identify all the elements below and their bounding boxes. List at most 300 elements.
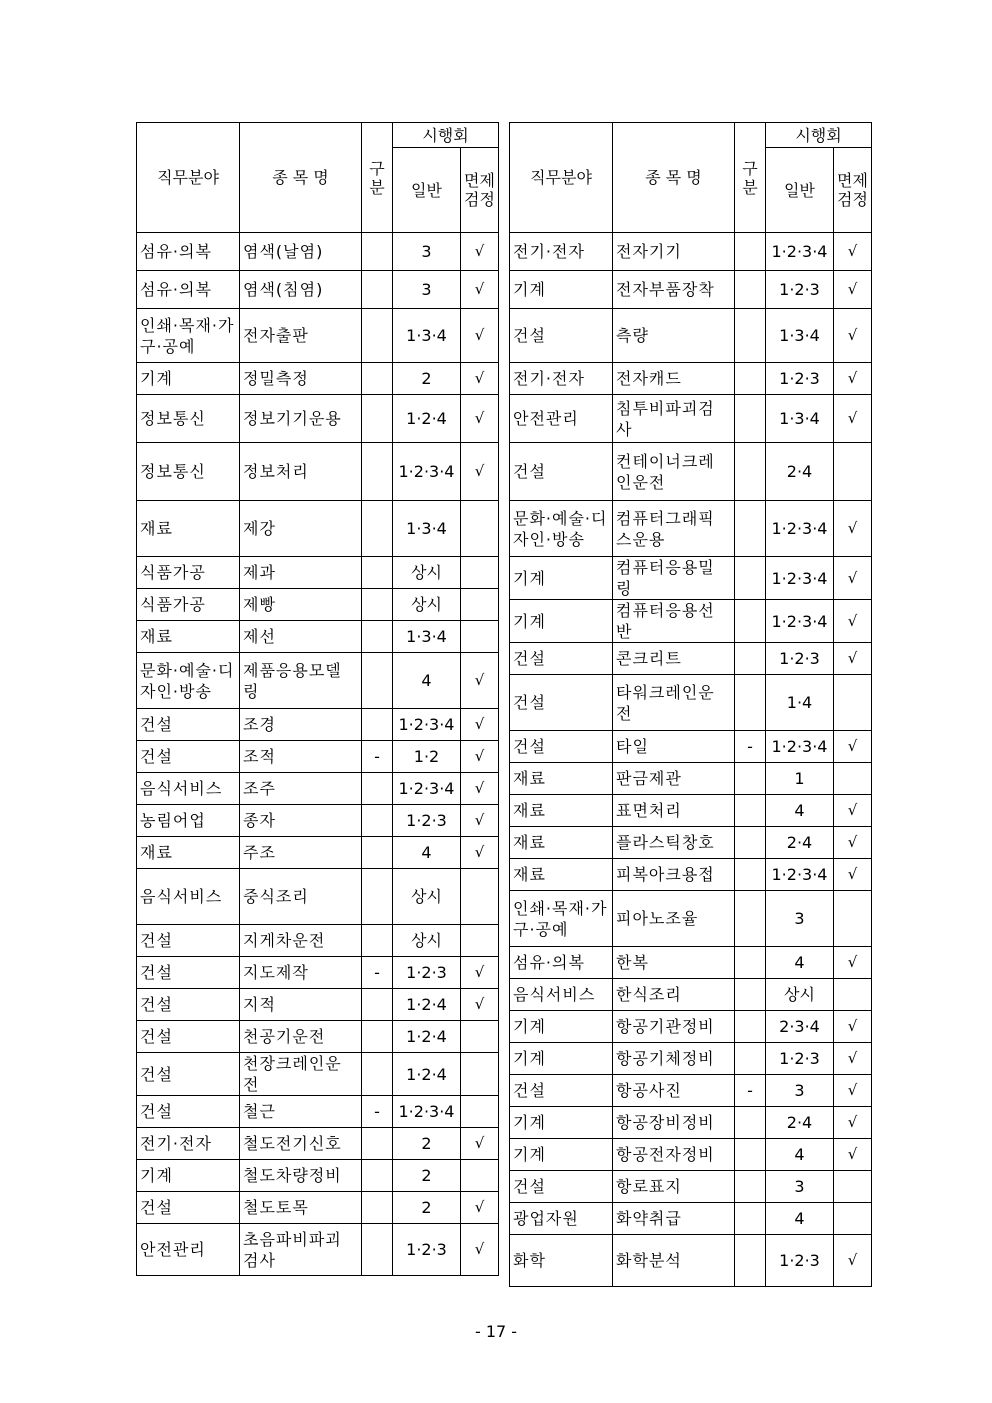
division-cell xyxy=(735,233,766,271)
exemption-check-cell: √ xyxy=(461,363,499,395)
division-cell xyxy=(362,1192,393,1224)
table-row xyxy=(137,957,499,989)
table-row xyxy=(137,1192,499,1224)
table-row xyxy=(137,621,499,653)
division-cell: - xyxy=(362,1096,393,1128)
division-cell xyxy=(735,1171,766,1203)
table-row xyxy=(510,763,872,795)
exemption-check-cell: √ xyxy=(834,795,872,827)
exemption-check-cell xyxy=(461,557,499,589)
field-cell: 건설 xyxy=(137,1053,240,1096)
name-cell: 주조 xyxy=(240,837,362,869)
general-exam-cell: 1·2·3 xyxy=(766,1043,834,1075)
field-cell: 화학 xyxy=(510,1235,613,1287)
division-cell xyxy=(362,1128,393,1160)
table-row xyxy=(510,675,872,731)
table-row xyxy=(137,1053,499,1096)
field-cell: 문화·예술·디자인·방송 xyxy=(137,653,240,709)
general-exam-cell: 1·2·3·4 xyxy=(393,773,461,805)
exemption-check-cell: √ xyxy=(834,1043,872,1075)
table-row xyxy=(137,869,499,925)
division-cell xyxy=(362,443,393,501)
exemption-check-cell: √ xyxy=(834,1235,872,1287)
field-cell: 건설 xyxy=(137,989,240,1021)
field-cell: 건설 xyxy=(510,643,613,675)
header-exam: 시행회 xyxy=(766,123,872,148)
table-row xyxy=(137,1224,499,1276)
division-cell xyxy=(362,1224,393,1276)
table-row xyxy=(510,979,872,1011)
division-cell xyxy=(735,859,766,891)
table-row xyxy=(510,501,872,557)
division-cell xyxy=(362,709,393,741)
table-row xyxy=(137,805,499,837)
field-cell: 건설 xyxy=(510,731,613,763)
table-row xyxy=(510,1235,872,1287)
general-exam-cell: 4 xyxy=(393,837,461,869)
general-exam-cell: 3 xyxy=(393,271,461,309)
field-cell: 재료 xyxy=(510,795,613,827)
table-row xyxy=(137,1021,499,1053)
name-cell: 조적 xyxy=(240,741,362,773)
table-row xyxy=(510,1011,872,1043)
exemption-check-cell xyxy=(461,621,499,653)
table-row xyxy=(137,925,499,957)
field-cell: 음식서비스 xyxy=(137,869,240,925)
name-cell: 한식조리 xyxy=(613,979,735,1011)
division-cell xyxy=(362,989,393,1021)
header-name: 종 목 명 xyxy=(613,123,735,233)
division-cell xyxy=(362,1160,393,1192)
division-cell: - xyxy=(735,1075,766,1107)
exemption-check-cell xyxy=(461,1096,499,1128)
general-exam-cell: 1·2·3·4 xyxy=(766,600,834,643)
field-cell: 기계 xyxy=(510,271,613,309)
general-exam-cell: 상시 xyxy=(393,589,461,621)
table-row xyxy=(510,1043,872,1075)
name-cell: 컴퓨터응용밀링 xyxy=(613,557,735,600)
table-row xyxy=(137,395,499,443)
field-cell: 섬유·의복 xyxy=(137,233,240,271)
field-cell: 건설 xyxy=(137,957,240,989)
exemption-check-cell: √ xyxy=(461,1192,499,1224)
exemption-check-cell: √ xyxy=(461,989,499,1021)
division-cell xyxy=(362,363,393,395)
table-row xyxy=(510,1203,872,1235)
general-exam-cell: 1·2 xyxy=(393,741,461,773)
name-cell: 철도차량정비 xyxy=(240,1160,362,1192)
exemption-check-cell: √ xyxy=(834,859,872,891)
division-cell xyxy=(362,805,393,837)
exemption-check-cell: √ xyxy=(834,1107,872,1139)
division-cell xyxy=(362,271,393,309)
table-row xyxy=(510,600,872,643)
qualification-table-right xyxy=(509,122,872,1287)
exemption-check-cell: √ xyxy=(461,443,499,501)
name-cell: 제빵 xyxy=(240,589,362,621)
general-exam-cell: 1·3·4 xyxy=(393,309,461,363)
name-cell: 조주 xyxy=(240,773,362,805)
field-cell: 재료 xyxy=(137,501,240,557)
exemption-check-cell xyxy=(461,869,499,925)
exemption-check-cell: √ xyxy=(461,837,499,869)
general-exam-cell: 2·4 xyxy=(766,1107,834,1139)
page-number: - 17 - xyxy=(474,1322,518,1341)
name-cell: 화약취급 xyxy=(613,1203,735,1235)
field-cell: 음식서비스 xyxy=(510,979,613,1011)
table-row xyxy=(137,1096,499,1128)
name-cell: 정밀측정 xyxy=(240,363,362,395)
name-cell: 표면처리 xyxy=(613,795,735,827)
exemption-check-cell: √ xyxy=(834,600,872,643)
name-cell: 항공기체정비 xyxy=(613,1043,735,1075)
exemption-check-cell: √ xyxy=(461,309,499,363)
name-cell: 피아노조율 xyxy=(613,891,735,947)
exemption-check-cell: √ xyxy=(834,731,872,763)
header-div: 구분 xyxy=(362,123,393,233)
division-cell xyxy=(362,233,393,271)
name-cell: 철도전기신호 xyxy=(240,1128,362,1160)
header-div: 구분 xyxy=(735,123,766,233)
general-exam-cell: 2 xyxy=(393,1128,461,1160)
general-exam-cell: 1 xyxy=(766,763,834,795)
general-exam-cell: 1·2·3 xyxy=(766,363,834,395)
general-exam-cell: 2·3·4 xyxy=(766,1011,834,1043)
name-cell: 항공전자정비 xyxy=(613,1139,735,1171)
header-field: 직무분야 xyxy=(137,123,240,233)
division-cell xyxy=(735,557,766,600)
division-cell xyxy=(362,395,393,443)
division-cell xyxy=(735,443,766,501)
name-cell: 정보기기운용 xyxy=(240,395,362,443)
table-row xyxy=(510,827,872,859)
division-cell xyxy=(735,979,766,1011)
division-cell xyxy=(735,643,766,675)
division-cell: - xyxy=(362,957,393,989)
exemption-check-cell: √ xyxy=(834,1011,872,1043)
field-cell: 안전관리 xyxy=(510,395,613,443)
division-cell xyxy=(362,557,393,589)
field-cell: 기계 xyxy=(510,1043,613,1075)
table-row xyxy=(137,557,499,589)
field-cell: 기계 xyxy=(510,1107,613,1139)
division-cell xyxy=(735,1107,766,1139)
table-row xyxy=(137,1160,499,1192)
exemption-check-cell: √ xyxy=(461,773,499,805)
name-cell: 컨테이너크레인운전 xyxy=(613,443,735,501)
table-row xyxy=(137,309,499,363)
division-cell xyxy=(735,309,766,363)
field-cell: 식품가공 xyxy=(137,589,240,621)
name-cell: 염색(날염) xyxy=(240,233,362,271)
general-exam-cell: 1·4 xyxy=(766,675,834,731)
general-exam-cell: 4 xyxy=(393,653,461,709)
name-cell: 한복 xyxy=(613,947,735,979)
field-cell: 건설 xyxy=(510,443,613,501)
table-row xyxy=(137,653,499,709)
exemption-check-cell: √ xyxy=(461,805,499,837)
name-cell: 플라스틱창호 xyxy=(613,827,735,859)
general-exam-cell: 3 xyxy=(766,1171,834,1203)
field-cell: 인쇄·목재·가구·공예 xyxy=(510,891,613,947)
general-exam-cell: 1·3·4 xyxy=(393,621,461,653)
field-cell: 섬유·의복 xyxy=(137,271,240,309)
exemption-check-cell: √ xyxy=(834,643,872,675)
division-cell xyxy=(735,827,766,859)
name-cell: 침투비파괴검사 xyxy=(613,395,735,443)
exemption-check-cell xyxy=(461,589,499,621)
field-cell: 농림어업 xyxy=(137,805,240,837)
table-row xyxy=(137,271,499,309)
field-cell: 건설 xyxy=(137,1096,240,1128)
field-cell: 재료 xyxy=(137,621,240,653)
name-cell: 정보처리 xyxy=(240,443,362,501)
division-cell xyxy=(362,1021,393,1053)
exemption-check-cell: √ xyxy=(834,309,872,363)
general-exam-cell: 1·2·4 xyxy=(393,395,461,443)
name-cell: 제품응용모델링 xyxy=(240,653,362,709)
name-cell: 판금제관 xyxy=(613,763,735,795)
field-cell: 기계 xyxy=(510,557,613,600)
general-exam-cell: 1·2·4 xyxy=(393,1021,461,1053)
table-row xyxy=(137,837,499,869)
exemption-check-cell: √ xyxy=(461,709,499,741)
field-cell: 건설 xyxy=(510,1171,613,1203)
general-exam-cell: 1·2·3 xyxy=(766,1235,834,1287)
general-exam-cell: 2 xyxy=(393,1192,461,1224)
field-cell: 안전관리 xyxy=(137,1224,240,1276)
exemption-check-cell xyxy=(834,443,872,501)
header-exam: 시행회 xyxy=(393,123,499,148)
exemption-check-cell: √ xyxy=(461,1128,499,1160)
name-cell: 제과 xyxy=(240,557,362,589)
exemption-check-cell xyxy=(834,1171,872,1203)
field-cell: 건설 xyxy=(510,675,613,731)
exemption-check-cell: √ xyxy=(461,741,499,773)
division-cell xyxy=(362,309,393,363)
division-cell xyxy=(362,1053,393,1096)
table-row xyxy=(137,989,499,1021)
division-cell xyxy=(362,621,393,653)
exemption-check-cell: √ xyxy=(834,827,872,859)
division-cell xyxy=(735,1203,766,1235)
field-cell: 정보통신 xyxy=(137,443,240,501)
field-cell: 재료 xyxy=(510,859,613,891)
field-cell: 기계 xyxy=(137,363,240,395)
qualification-table-left xyxy=(136,122,499,1276)
field-cell: 전기·전자 xyxy=(510,233,613,271)
field-cell: 정보통신 xyxy=(137,395,240,443)
name-cell: 지도제작 xyxy=(240,957,362,989)
division-cell xyxy=(735,395,766,443)
table-row xyxy=(137,443,499,501)
exemption-check-cell: √ xyxy=(461,1224,499,1276)
general-exam-cell: 1·2·3·4 xyxy=(766,233,834,271)
division-cell xyxy=(735,947,766,979)
general-exam-cell: 2·4 xyxy=(766,443,834,501)
table-row xyxy=(510,795,872,827)
name-cell: 종자 xyxy=(240,805,362,837)
exemption-check-cell xyxy=(834,675,872,731)
general-exam-cell: 4 xyxy=(766,1139,834,1171)
field-cell: 재료 xyxy=(137,837,240,869)
division-cell xyxy=(735,271,766,309)
field-cell: 재료 xyxy=(510,763,613,795)
field-cell: 기계 xyxy=(137,1160,240,1192)
general-exam-cell: 2·4 xyxy=(766,827,834,859)
general-exam-cell: 1·2·4 xyxy=(393,1053,461,1096)
name-cell: 타일 xyxy=(613,731,735,763)
table-row xyxy=(137,741,499,773)
name-cell: 지적 xyxy=(240,989,362,1021)
table-row xyxy=(510,271,872,309)
name-cell: 전자부품장착 xyxy=(613,271,735,309)
table-row xyxy=(137,589,499,621)
field-cell: 문화·예술·디자인·방송 xyxy=(510,501,613,557)
exemption-check-cell xyxy=(461,1053,499,1096)
table-body-right xyxy=(510,233,872,1287)
division-cell xyxy=(735,1011,766,1043)
division-cell xyxy=(735,1043,766,1075)
exemption-check-cell: √ xyxy=(461,395,499,443)
general-exam-cell: 1·2·3·4 xyxy=(766,859,834,891)
field-cell: 건설 xyxy=(137,1021,240,1053)
name-cell: 타워크레인운전 xyxy=(613,675,735,731)
general-exam-cell: 상시 xyxy=(393,869,461,925)
field-cell: 섬유·의복 xyxy=(510,947,613,979)
exemption-check-cell: √ xyxy=(834,363,872,395)
general-exam-cell: 2 xyxy=(393,363,461,395)
field-cell: 전기·전자 xyxy=(510,363,613,395)
field-cell: 광업자원 xyxy=(510,1203,613,1235)
name-cell: 화학분석 xyxy=(613,1235,735,1287)
field-cell: 재료 xyxy=(510,827,613,859)
name-cell: 피복아크용접 xyxy=(613,859,735,891)
name-cell: 항로표지 xyxy=(613,1171,735,1203)
general-exam-cell: 상시 xyxy=(393,557,461,589)
general-exam-cell: 3 xyxy=(766,1075,834,1107)
exemption-check-cell: √ xyxy=(834,271,872,309)
exemption-check-cell xyxy=(834,891,872,947)
name-cell: 제선 xyxy=(240,621,362,653)
division-cell: - xyxy=(735,731,766,763)
general-exam-cell: 1·2·3 xyxy=(766,643,834,675)
name-cell: 전자출판 xyxy=(240,309,362,363)
exemption-check-cell xyxy=(834,763,872,795)
name-cell: 전자기기 xyxy=(613,233,735,271)
division-cell xyxy=(735,600,766,643)
exemption-check-cell: √ xyxy=(461,957,499,989)
exemption-check-cell xyxy=(834,979,872,1011)
division-cell xyxy=(735,363,766,395)
name-cell: 항공사진 xyxy=(613,1075,735,1107)
field-cell: 전기·전자 xyxy=(137,1128,240,1160)
table-row xyxy=(510,731,872,763)
general-exam-cell: 1·2·3·4 xyxy=(766,557,834,600)
general-exam-cell: 4 xyxy=(766,795,834,827)
table-row xyxy=(137,233,499,271)
exemption-check-cell xyxy=(461,1160,499,1192)
exemption-check-cell: √ xyxy=(461,653,499,709)
table-row xyxy=(510,947,872,979)
division-cell xyxy=(362,773,393,805)
division-cell xyxy=(362,869,393,925)
division-cell xyxy=(735,501,766,557)
name-cell: 염색(침염) xyxy=(240,271,362,309)
general-exam-cell: 1·2·3 xyxy=(766,271,834,309)
table-row xyxy=(510,443,872,501)
exemption-check-cell: √ xyxy=(834,947,872,979)
exemption-check-cell: √ xyxy=(834,1075,872,1107)
header-exempt: 면제검정 xyxy=(834,148,872,233)
name-cell: 컴퓨터그래픽스운용 xyxy=(613,501,735,557)
header-exempt: 면제검정 xyxy=(461,148,499,233)
division-cell: - xyxy=(362,741,393,773)
table-row xyxy=(510,363,872,395)
table-row xyxy=(510,643,872,675)
general-exam-cell: 1·2·3 xyxy=(393,1224,461,1276)
exemption-check-cell: √ xyxy=(834,501,872,557)
exemption-check-cell: √ xyxy=(461,233,499,271)
field-cell: 건설 xyxy=(137,1192,240,1224)
name-cell: 천공기운전 xyxy=(240,1021,362,1053)
general-exam-cell: 3 xyxy=(766,891,834,947)
general-exam-cell: 1·3·4 xyxy=(766,309,834,363)
exemption-check-cell xyxy=(461,925,499,957)
table-row xyxy=(510,859,872,891)
table-row xyxy=(510,1139,872,1171)
exemption-check-cell xyxy=(834,1203,872,1235)
name-cell: 철근 xyxy=(240,1096,362,1128)
field-cell: 기계 xyxy=(510,1139,613,1171)
table-row xyxy=(510,309,872,363)
division-cell xyxy=(362,925,393,957)
field-cell: 건설 xyxy=(137,709,240,741)
general-exam-cell: 1·2·3 xyxy=(393,805,461,837)
header-field: 직무분야 xyxy=(510,123,613,233)
field-cell: 건설 xyxy=(137,925,240,957)
field-cell: 건설 xyxy=(510,309,613,363)
general-exam-cell: 1·2·3 xyxy=(393,957,461,989)
general-exam-cell: 4 xyxy=(766,1203,834,1235)
field-cell: 기계 xyxy=(510,1011,613,1043)
table-row xyxy=(510,1171,872,1203)
general-exam-cell: 1·2·3·4 xyxy=(393,709,461,741)
name-cell: 콘크리트 xyxy=(613,643,735,675)
name-cell: 측량 xyxy=(613,309,735,363)
exemption-check-cell: √ xyxy=(461,271,499,309)
table-row xyxy=(510,891,872,947)
division-cell xyxy=(362,501,393,557)
division-cell xyxy=(735,1139,766,1171)
name-cell: 항공장비정비 xyxy=(613,1107,735,1139)
field-cell: 식품가공 xyxy=(137,557,240,589)
table-row xyxy=(510,1075,872,1107)
table-row xyxy=(510,557,872,600)
name-cell: 제강 xyxy=(240,501,362,557)
table-row xyxy=(137,1128,499,1160)
field-cell: 음식서비스 xyxy=(137,773,240,805)
exemption-check-cell xyxy=(461,1021,499,1053)
field-cell: 건설 xyxy=(510,1075,613,1107)
name-cell: 지게차운전 xyxy=(240,925,362,957)
table-row xyxy=(510,1107,872,1139)
division-cell xyxy=(735,763,766,795)
general-exam-cell: 1·2·3·4 xyxy=(393,443,461,501)
table-row xyxy=(510,395,872,443)
division-cell xyxy=(362,653,393,709)
general-exam-cell: 1·3·4 xyxy=(766,395,834,443)
